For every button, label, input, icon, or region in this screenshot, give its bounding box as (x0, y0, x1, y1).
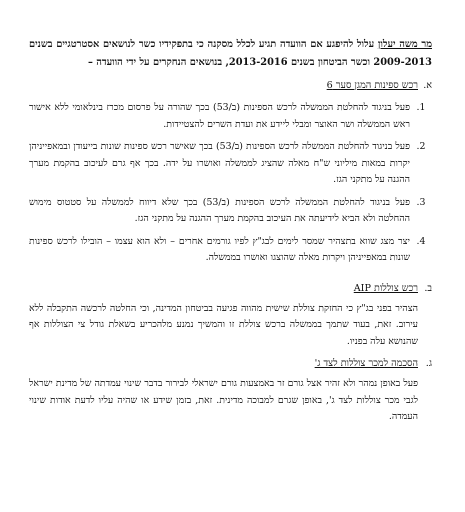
section-b (29, 281, 432, 351)
list-item (29, 100, 432, 133)
list-item (29, 195, 432, 228)
item-number: 3. (416, 196, 426, 208)
item-text: פעל בניגוד להחלטת הממשלה לרכש הספינות (ב/53) בכך שלא דיווח לממשלה על סטטוס מימוש ההחלטה ולא הביא לידיעתה את העיכוב בהקמת מערך ההגנה על מתקני הגז. (29, 196, 410, 224)
section-c-letter: ג. (425, 358, 432, 369)
section-a-title: רכש ספינות המגן סער 6 (326, 80, 418, 91)
section-b-letter: ב. (424, 282, 432, 294)
section-a-header (29, 78, 432, 94)
item-number: 2. (416, 141, 426, 152)
list-item (29, 139, 432, 189)
section-c-text: פעל באופן נמהר ולא זהיר אצל גורם זר באמצעות גורם ישראלי לבירור בדבר שינוי עמדתה של מדינת ישראל לגבי מכר צוללות לצד ג', באופן שגרם למבוכה מדינית. זאת, בזמן שידע או שהיה עליו לדעת אודות שינוי העמדה. (29, 378, 418, 422)
section-a (29, 78, 432, 267)
section-b-title: רכש צוללות AIP (353, 282, 418, 294)
item-number: 1. (416, 102, 426, 113)
section-a-letter: א. (423, 80, 432, 91)
item-text: פעל בניגוד להחלטת הממשלה לרכש הספינות (ב/53) בכך שהורה על פרסום מכרז בינלאומי ללא אישור ראש הממשלה ושר האוצר ומבלי ליידע את ועדת השרים להצטיידות. (29, 102, 410, 130)
section-b-text: הצהיר בפני בג"ץ כי החזקת צוללת שישית מהווה פגיעה בביטחון המדינה, וכי החלטה לרכשה התקבלה ללא עירוב. זאת, בעוד שתמך בממשלה ברכש צוללת זו והמשיך נמנע מלהכריע בשאלת גודל צי הצוללות אף שהנושא עלה בפניו. (29, 302, 418, 347)
section-b-header (29, 281, 432, 297)
section-c-header (29, 356, 432, 372)
item-text: יצר מצג שווא בתצהיר שמסר לימים לבג"ץ לפיו גורמים אחרים – ולא הוא עצמו – הובילו לרכש ספינות שונות במאפייניהן ויקרות מאלה שהוצגו ואושרו בממשלה. (29, 235, 410, 263)
intro-paragraph (29, 36, 432, 72)
section-c-title: הסכמה למכר צוללות לצד ג' (314, 358, 418, 369)
subject-name: מר משה יעלון (377, 39, 433, 50)
item-text: פעל בניגוד להחלטת הממשלה לרכש הספינות (ב/53) בכך שאישר רכש ספינות שונות בייעודן ובמאפייניהן יקרות במאות מיליוני ש"ח מאלה שהציג לממשלה ואושרו על ידה. בכך אף גרם לעיכוב בהקמת מערך ההגנה על מתקני הגז. (29, 141, 410, 185)
list-item (29, 234, 432, 267)
intro-text: עלול להיפגע אם הוועדה תגיע לכלל מסקנה כי בתפקידיו כשר לנושאים אסטרטגיים בשנים 2009-2013 וכשר הביטחון בשנים 2013-2016, בנושאים הנחקרים על ידי הוועדה – (29, 39, 432, 68)
section-c (29, 356, 432, 426)
item-number: 4. (416, 235, 426, 247)
